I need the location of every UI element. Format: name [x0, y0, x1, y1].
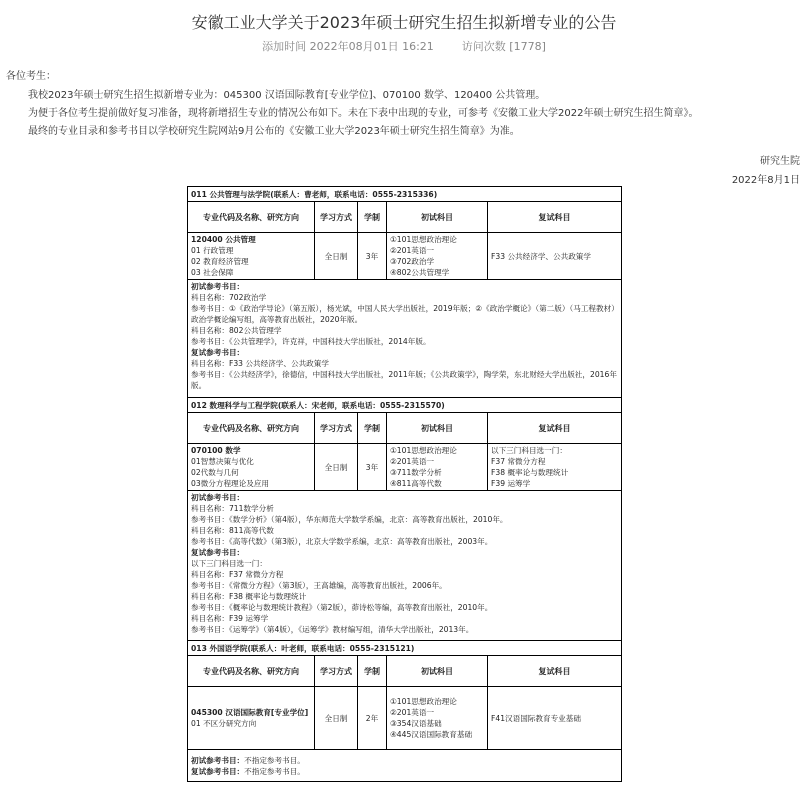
- reference-line: [191, 303, 618, 325]
- research-direction: 03 社会保障: [191, 268, 234, 277]
- exam-subject: ④802公共管理学: [390, 268, 450, 277]
- exam-subject: ④445汉语国际教育基础: [390, 730, 473, 739]
- reference-text: 科目名称：802公共管理学: [191, 326, 282, 335]
- page-title: 安徽工业大学关于2023年硕士研究生招生拟新增专业的公告: [191, 13, 617, 32]
- reference-text: 参考书目：《公共管理学》，许克祥，中国科技大学出版社，2014年版。: [191, 337, 431, 346]
- column-header: 复试科目: [488, 656, 622, 687]
- reference-books-row: [188, 491, 622, 641]
- reference-text: 科目名称：702政治学: [191, 293, 267, 302]
- reference-line: [191, 492, 618, 503]
- retest-subject: F37 常微分方程: [491, 457, 546, 466]
- reference-text: 参考书目：《高等代数》（第3版），北京大学数学系编，北京：高等教育出版社，2003年。: [191, 537, 493, 546]
- paragraph: 最终的专业目录和参考书目以学校研究生院网站9月公布的《安徽工业大学2023年硕士研究生招生简章》为准。: [28, 126, 520, 137]
- study-years: 2年: [358, 687, 387, 750]
- reference-text: 参考书目：《常微分方程》（第3版），王高雄编，高等教育出版社，2006年。: [191, 581, 447, 590]
- column-header-row: [188, 202, 622, 233]
- signature-org: 研究生院: [760, 156, 800, 167]
- added-time: 添加时间 2022年08月01日 16:21: [262, 40, 434, 53]
- study-mode: 全日制: [315, 687, 358, 750]
- exam-subjects: [387, 444, 488, 491]
- reference-text: 科目名称：F33 公共经济学、公共政策学: [191, 359, 329, 368]
- exam-subject: ③711数学分析: [390, 468, 442, 477]
- research-direction: 01智慧决策与优化: [191, 457, 254, 466]
- reference-books: [188, 750, 622, 782]
- reference-text: 以下三门科目选一门：: [191, 559, 267, 568]
- reference-text: 参考书目：①《政治学导论》（第五版），杨光斌，中国人民大学出版社，2019年版；②《政治学概论》（第二版）（马工程教材）政治学概论编写组，高等教育出版社，2020年版。: [191, 304, 615, 324]
- article-meta: [0, 38, 808, 54]
- exam-subject: ②201英语一: [390, 246, 435, 255]
- reference-line: [191, 292, 618, 303]
- section-header: 011 公共管理与法学院(联系人：曹老师，联系电话：0555-2315336): [188, 187, 622, 202]
- major-row: [188, 444, 622, 491]
- column-header: 学制: [358, 413, 387, 444]
- reference-text: 科目名称：F37 常微分方程: [191, 570, 284, 579]
- column-header: 学制: [358, 656, 387, 687]
- column-header: 学制: [358, 202, 387, 233]
- section-header: 012 数理科学与工程学院(联系人：宋老师，联系电话：0555-2315570): [188, 398, 622, 413]
- major-name: 045300 汉语国际教育[专业学位]: [191, 708, 309, 717]
- study-mode: 全日制: [315, 233, 358, 280]
- reference-books: [188, 491, 622, 641]
- reference-text: 参考书目：《概率论与数理统计教程》（第2版），茆诗松等编，高等教育出版社，2010年。: [191, 603, 493, 612]
- research-direction: 02代数与几何: [191, 468, 239, 477]
- major-cell: [188, 687, 315, 750]
- section-header-row: [188, 641, 622, 656]
- research-direction: 01 行政管理: [191, 246, 234, 255]
- exam-subjects: [387, 233, 488, 280]
- paragraph: 为便于各位考生提前做好复习准备，现将新增招生专业的情况公布如下。未在下表中出现的专业，可参考《安徽工业大学2022年硕士研究生招生简章》。: [28, 108, 699, 119]
- reference-heading: 初试参考书目：: [191, 493, 245, 502]
- retest-subject: F41汉语国际教育专业基础: [491, 713, 581, 723]
- reference-line: [191, 525, 618, 536]
- reference-line: [191, 558, 618, 569]
- column-header: 专业代码及名称、研究方向: [188, 656, 315, 687]
- reference-text: 科目名称：811高等代数: [191, 526, 274, 535]
- column-header: 学习方式: [315, 656, 358, 687]
- study-mode: 全日制: [315, 444, 358, 491]
- reference-line: [191, 358, 618, 369]
- retest-subjects: [488, 687, 622, 750]
- retest-subject: 以下三门科目选一门：: [491, 446, 567, 455]
- column-header: 学习方式: [315, 202, 358, 233]
- reference-line: [191, 766, 618, 777]
- study-years: 3年: [358, 233, 387, 280]
- visit-count: 访问次数 [1778]: [461, 40, 546, 53]
- reference-text: 科目名称：F39 运筹学: [191, 614, 269, 623]
- reference-line: [191, 503, 618, 514]
- retest-subject: F39 运筹学: [491, 479, 531, 488]
- retest-subjects: [488, 233, 622, 280]
- major-row: [188, 233, 622, 280]
- exam-subject: ③702政治学: [390, 257, 435, 266]
- reference-text: 不指定参考书目。: [244, 755, 305, 765]
- reference-line: [191, 580, 618, 591]
- retest-subject: F33 公共经济学、公共政策学: [491, 251, 591, 261]
- reference-heading: 初试参考书目：: [191, 282, 245, 291]
- greeting: 各位考生：: [6, 71, 56, 82]
- retest-subjects: [488, 444, 622, 491]
- research-direction: 03微分方程理论及应用: [191, 479, 270, 488]
- paragraph: 我校2023年硕士研究生招生拟新增专业为：045300 汉语国际教育[专业学位]、070100 数学、120400 公共管理。: [28, 90, 546, 101]
- reference-books-row: [188, 750, 622, 782]
- reference-heading: 复试参考书目：: [191, 348, 245, 357]
- exam-subject: ①101思想政治理论: [390, 446, 457, 455]
- reference-text: 参考书目：《运筹学》（第4版），《运筹学》教材编写组，清华大学出版社，2013年。: [191, 625, 474, 634]
- exam-subject: ②201英语一: [390, 457, 435, 466]
- signature-date: 2022年8月1日: [731, 175, 800, 186]
- reference-books: [188, 280, 622, 398]
- column-header: 复试科目: [488, 413, 622, 444]
- column-header: 专业代码及名称、研究方向: [188, 202, 315, 233]
- retest-subject: F38 概率论与数理统计: [491, 468, 569, 477]
- reference-line: [191, 369, 618, 391]
- exam-subject: ③354汉语基础: [390, 719, 442, 728]
- column-header: 专业代码及名称、研究方向: [188, 413, 315, 444]
- reference-line: [191, 514, 618, 525]
- reference-text: 科目名称：F38 概率论与数理统计: [191, 592, 307, 601]
- reference-heading: 初试参考书目：: [191, 755, 245, 765]
- reference-heading: 复试参考书目：: [191, 548, 245, 557]
- study-years: 3年: [358, 444, 387, 491]
- major-cell: [188, 444, 315, 491]
- reference-line: [191, 755, 618, 766]
- exam-subject: ④811高等代数: [390, 479, 442, 488]
- reference-line: [191, 281, 618, 292]
- exam-subject: ②201英语一: [390, 708, 435, 717]
- major-name: 070100 数学: [191, 446, 241, 455]
- exam-subjects: [387, 687, 488, 750]
- research-direction: 02 教育经济管理: [191, 257, 249, 266]
- reference-text: 参考书目：《公共经济学》，徐德信，中国科技大学出版社，2011年版；《公共政策学》，陶学荣，东北财经大学出版社，2016年版。: [191, 370, 617, 390]
- column-header-row: [188, 413, 622, 444]
- majors-table: [187, 186, 622, 782]
- section-header-row: [188, 398, 622, 413]
- reference-text: 科目名称：711数学分析: [191, 504, 274, 513]
- reference-heading: 复试参考书目：: [191, 766, 245, 776]
- major-name: 120400 公共管理: [191, 235, 256, 244]
- major-row: [188, 687, 622, 750]
- column-header: 复试科目: [488, 202, 622, 233]
- reference-line: [191, 325, 618, 336]
- reference-line: [191, 569, 618, 580]
- major-cell: [188, 233, 315, 280]
- reference-text: 不指定参考书目。: [244, 766, 305, 776]
- reference-line: [191, 536, 618, 547]
- section-header: 013 外国语学院(联系人：叶老师，联系电话：0555-2315121): [188, 641, 622, 656]
- exam-subject: ①101思想政治理论: [390, 235, 457, 244]
- column-header-row: [188, 656, 622, 687]
- column-header: 初试科目: [387, 656, 488, 687]
- section-header-row: [188, 187, 622, 202]
- research-direction: 01 不区分研究方向: [191, 719, 257, 728]
- column-header: 学习方式: [315, 413, 358, 444]
- exam-subject: ①101思想政治理论: [390, 697, 457, 706]
- reference-books-row: [188, 280, 622, 398]
- reference-line: [191, 602, 618, 613]
- reference-text: 参考书目：《数学分析》（第4版），华东师范大学数学系编，北京：高等教育出版社，2010年。: [191, 515, 508, 524]
- reference-line: [191, 624, 618, 635]
- column-header: 初试科目: [387, 202, 488, 233]
- reference-line: [191, 591, 618, 602]
- column-header: 初试科目: [387, 413, 488, 444]
- reference-line: [191, 547, 618, 558]
- reference-line: [191, 336, 618, 347]
- reference-line: [191, 613, 618, 624]
- reference-line: [191, 347, 618, 358]
